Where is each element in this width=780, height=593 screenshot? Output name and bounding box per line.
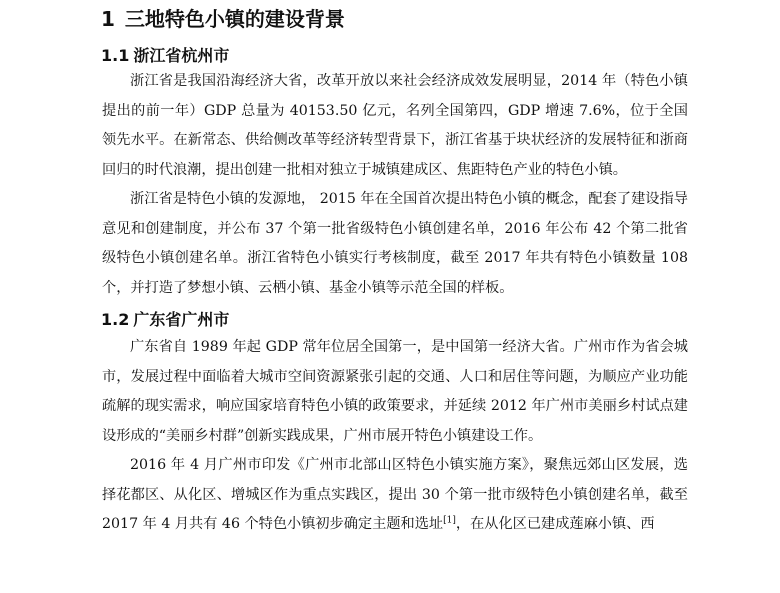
chapter-title: 三地特色小镇的建设背景 (124, 7, 345, 31)
chapter-number: 1 (101, 7, 115, 31)
paragraph: 广东省自 1989 年起 GDP 常年位居全国第一，是中国第一经济大省。广州市作为省会城市，发展过程中面临着大城市空间资源紧张引起的交通、人口和居住等问题，为顺应产业功能疏解的现实需求，响应国家培育特色小镇的政策要求，并延续 2012 年广州市美丽乡村试点建设形成的“美丽乡村群”创新实践成果，广州市展开特色小镇建设工作。 (102, 339, 688, 444)
section-heading-1-2 (101, 308, 229, 332)
chapter-heading (101, 5, 345, 33)
paragraph: 浙江省是我国沿海经济大省，改革开放以来社会经济成效发展明显，2014 年（特色小镇提出的前一年）GDP 总量为 40153.50 亿元，名列全国第四，GDP 增速 7.6%，位于全国领先水平。在新常态、供给侧改革等经济转型背景下，浙江省基于块状经济的发展特征和浙商回归的时代浪潮，提出创建一批相对独立于城镇建成区、焦距特色产业的特色小镇。 (102, 73, 688, 178)
paragraph-text: ，在从化区已建成莲麻小镇、西 (455, 516, 655, 532)
section-heading-1-1 (101, 44, 229, 68)
section-number: 1.2 (101, 310, 130, 329)
paragraph (102, 451, 688, 540)
paragraph-text: 2016 年 4 月广州市印发《广州市北部山区特色小镇实施方案》，聚焦远郊山区发展，选择花都区、从化区、增城区作为重点实践区，提出 30 个第一批市级特色小镇创建名单，截至 2017 年 4 月共有 46 个特色小镇初步确定主题和选址 (102, 457, 688, 532)
section-title: 浙江省杭州市 (133, 46, 230, 65)
paragraph: 浙江省是特色小镇的发源地， 2015 年在全国首次提出特色小镇的概念，配套了建设指导意见和创建制度，并公布 37 个第一批省级特色小镇创建名单，2016 年公布 42 个第二批省级特色小镇创建名单。浙江省特色小镇实行考核制度，截至 2017 年共有特色小镇数量 108 个，并打造了梦想小镇、云栖小镇、基金小镇等示范全国的样板。 (102, 191, 688, 296)
citation-ref[interactable]: [1] (443, 515, 456, 526)
section-number: 1.1 (101, 46, 130, 65)
section-title: 广东省广州市 (133, 310, 230, 329)
